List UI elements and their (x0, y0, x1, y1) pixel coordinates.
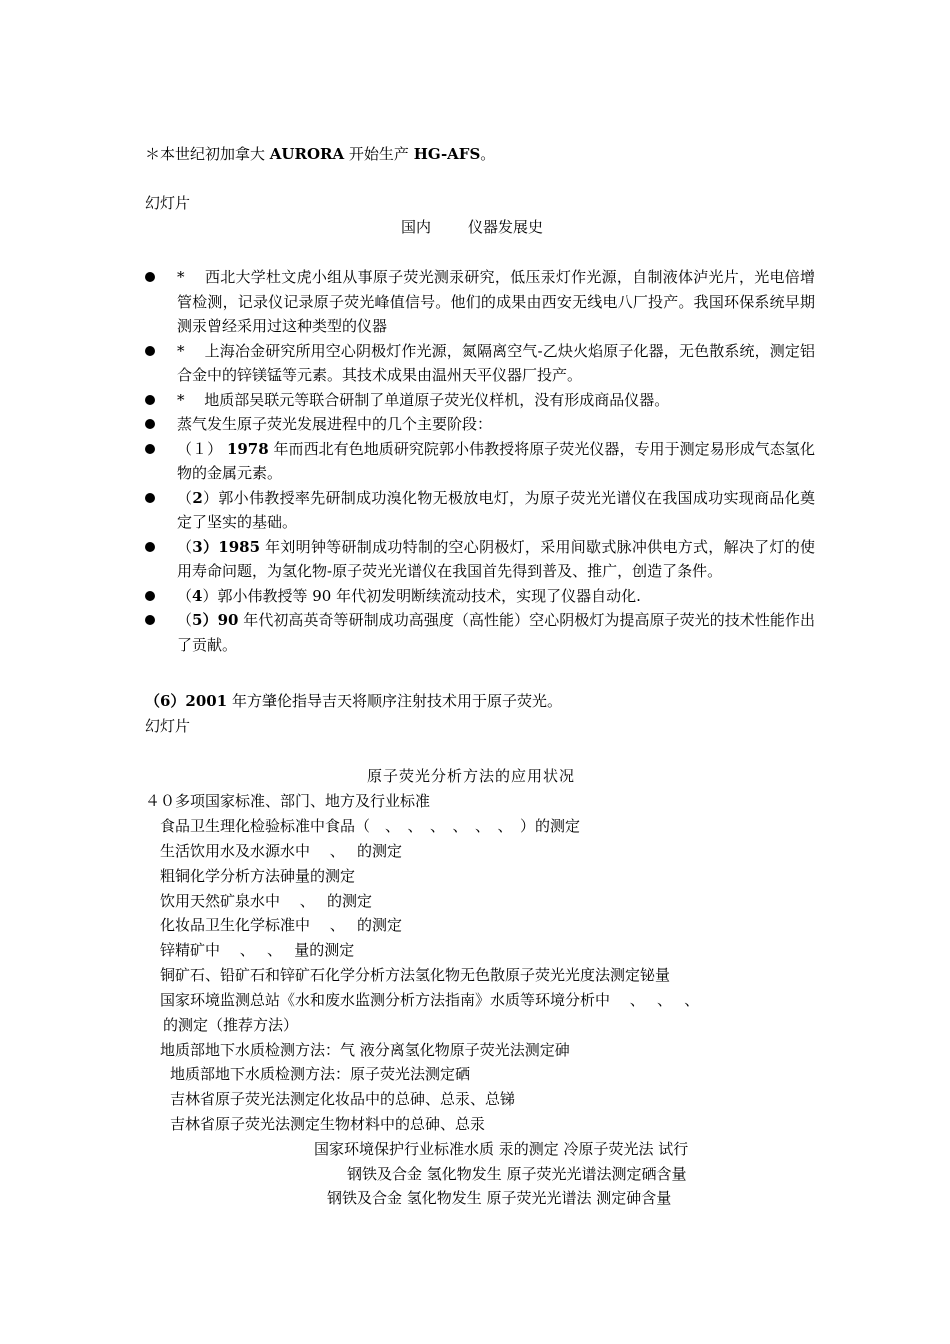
bullet-icon (145, 346, 155, 356)
bullet-icon (145, 542, 155, 552)
slide-label-2: 幻灯片 (145, 717, 191, 735)
standards-line: 吉林省原子荧光法测定生物材料中的总砷、总汞 (170, 1115, 486, 1133)
list-item (145, 265, 815, 339)
intro-text-end: 。 (480, 145, 496, 163)
standards-line: 吉林省原子荧光法测定化妆品中的总砷、总汞、总锑 (170, 1090, 516, 1108)
section-title-domestic: 国内 (401, 218, 432, 236)
bullet-icon (145, 272, 155, 282)
bullet-icon (145, 395, 155, 405)
history-bullet-list (145, 265, 815, 657)
item-body: 年代初高英奇等研制成功高强度（高性能）空心阴极灯为提高原子荧光的技术性能作出了贡献。 (177, 611, 815, 654)
list-item-text (177, 437, 815, 486)
standards-line: 的测定（推荐方法） (163, 1016, 299, 1034)
standards-line: 地质部地下水质检测方法：气 液分离氢化物原子荧光法测定砷 (160, 1041, 570, 1059)
list-item (145, 584, 815, 609)
list-item (145, 486, 815, 535)
standards-line: 钢铁及合金 氢化物发生 原子荧光光谱法 测定砷含量 (327, 1189, 672, 1207)
standards-line: 锌精矿中 、 、 量的测定 (160, 941, 355, 959)
item-paren: （ (177, 537, 193, 556)
standards-line: 食品卫生理化检验标准中食品（ 、 、 、 、 、 、 ）的测定 (160, 817, 581, 835)
intro-star-line (145, 144, 495, 164)
year: 1978 (226, 439, 269, 458)
list-item-text: * 西北大学杜文虎小组从事原子荧光测汞研究，低压汞灯作光源，自制液体泸光片，光电倍增管检测，记录仪记录原子荧光峰值信号。他们的成果由西安无线电八厂投产。我国环保系统早期测汞曾经采用过这种类型的仪器 (177, 268, 815, 335)
list-item-text (177, 608, 815, 657)
bullet-icon (145, 591, 155, 601)
bullet-icon (145, 493, 155, 503)
item-body: 年方肇伦指导吉天将顺序注射技术用于原子荧光。 (227, 692, 562, 710)
item-body: ）郭小伟教授等 90 年代初发明断续流动技术，实现了仪器自动化. (202, 586, 641, 605)
item-number: 2 (192, 488, 203, 507)
year: ）90 (202, 611, 239, 629)
list-item-text (177, 486, 815, 535)
standards-line: 铜矿石、铅矿石和锌矿石化学分析方法氢化物无色散原子荧光光度法测定铋量 (160, 966, 671, 984)
standards-line: 地质部地下水质检测方法：原子荧光法测定硒 (170, 1065, 471, 1083)
section-title-applications: 原子荧光分析方法的应用状况 (367, 767, 576, 785)
intro-text-mid: 开始生产 (344, 145, 414, 163)
item-paren: （ (177, 611, 193, 629)
list-item (145, 339, 815, 388)
item-number: （１） (177, 439, 227, 458)
standards-line: 化妆品卫生化学标准中 、 的测定 (160, 916, 403, 934)
standards-line: ４０多项国家标准、部门、地方及行业标准 (145, 792, 431, 810)
item-paren: （ (177, 586, 193, 605)
item-paren: （ (177, 488, 193, 507)
product-hg-afs: HG-AFS (413, 145, 481, 163)
item-number: （6）2001 (145, 692, 228, 710)
slide-label: 幻灯片 (145, 194, 191, 212)
bullet-icon (145, 419, 155, 429)
bullet-icon (145, 615, 155, 625)
item-body: 年刘明钟等研制成功特制的空心阴极灯，采用间歇式脉冲供电方式，解决了灯的使用寿命问题，为氢化物-原子荧光光谱仪在我国首先得到普及、推广，创造了条件。 (177, 537, 816, 580)
year: ）1985 (202, 537, 261, 556)
list-item-text: * 地质部吴联元等联合研制了单道原子荧光仪样机，没有形成商品仪器。 (177, 390, 670, 409)
standards-line: 国家环境监测总站《水和废水监测分析方法指南》水质等环境分析中 、 、 、 (160, 991, 700, 1009)
brand-aurora: AURORA (269, 145, 345, 163)
standards-line: 国家环境保护行业标准水质 汞的测定 冷原子荧光法 试行 (314, 1140, 689, 1158)
intro-text: ＊本世纪初加拿大 (145, 145, 270, 163)
list-item (145, 437, 815, 486)
list-item-text (177, 584, 815, 609)
item-body: ）郭小伟教授率先研制成功溴化物无极放电灯，为原子荧光光谱仪在我国成功实现商品化奠定了坚实的基础。 (177, 488, 815, 531)
list-item (145, 412, 815, 437)
item-number: 4 (192, 586, 203, 605)
list-item-text (177, 535, 815, 584)
standards-line: 粗铜化学分析方法砷量的测定 (160, 867, 356, 885)
item-number: 5 (192, 611, 203, 629)
standards-line: 生活饮用水及水源水中 、 的测定 (160, 842, 403, 860)
list-item (145, 388, 815, 413)
item-number: 3 (192, 537, 203, 556)
list-item-text: * 上海冶金研究所用空心阴极灯作光源，氮隔离空气-乙炔火焰原子化器，无色散系统，测定铝合金中的锌镁锰等元素。其技术成果由温州天平仪器厂投产。 (177, 341, 815, 384)
list-item-text: 蒸气发生原子荧光发展进程中的几个主要阶段： (177, 415, 493, 433)
item-body: 年而西北有色地质研究院郭小伟教授将原子荧光仪器，专用于测定易形成气态氢化物的金属元素。 (177, 439, 815, 482)
list-item (145, 608, 815, 657)
section-title-history: 仪器发展史 (468, 218, 544, 236)
bullet-icon (145, 444, 155, 454)
standards-line: 饮用天然矿泉水中 、 的测定 (160, 892, 373, 910)
list-item (145, 535, 815, 584)
standards-line: 钢铁及合金 氢化物发生 原子荧光光谱法测定硒含量 (347, 1165, 687, 1183)
item-6 (145, 691, 562, 711)
